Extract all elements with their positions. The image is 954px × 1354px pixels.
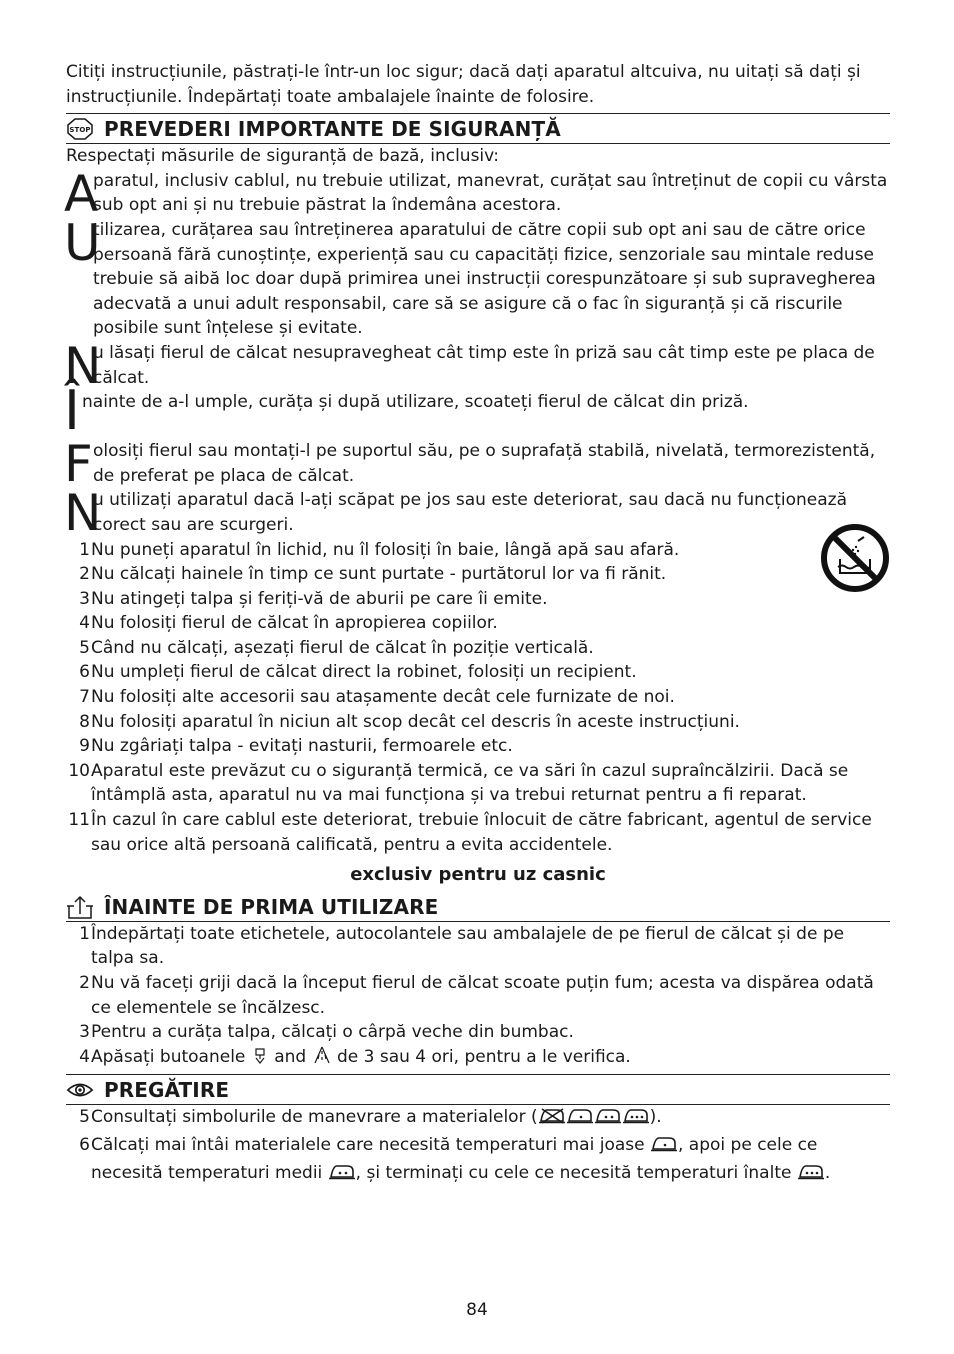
list-item: 10 Aparatul este prevăzut cu o siguranță termică, ce va sări în cazul supraîncălzirii. Dacă se întâmplă asta, aparatul nu va mai funcționa și va trebui returnat pentru a fi reparat. bbox=[68, 760, 849, 806]
safety-lead: Respectați măsurile de siguranță de bază, inclusiv: bbox=[66, 146, 500, 167]
drop-cap: A bbox=[64, 164, 99, 223]
stop-icon bbox=[66, 118, 94, 140]
eye-icon bbox=[66, 1080, 94, 1100]
steam-shot-button-icon bbox=[312, 1045, 332, 1073]
drop-cap: N bbox=[64, 336, 102, 395]
drop-paragraph: N u utilizați aparatul dacă l-ați scăpat pe jos sau este deteriorat, sau dacă nu funcționează corect sau are scurgeri. bbox=[64, 484, 848, 543]
prep-title: PREGĂTIRE bbox=[104, 1078, 230, 1103]
drop-paragraph: Î nainte de a-l umple, curăța și după utilizare, scoateți fierul de călcat din priză. bbox=[64, 379, 749, 443]
list-item: 2 Nu vă faceți griji dacă la început fierul de călcat scoate puțin fum; acesta va dispărea odată ce elementele se încălzesc. bbox=[79, 973, 874, 1018]
iron-one-dot-icon bbox=[566, 1107, 594, 1133]
list-item: 4 Apăsați butoanele and de 3 sau 4 ori, pentru a le verifica. bbox=[66, 1045, 890, 1073]
list-item: 4 Nu folosiți fierul de călcat în apropierea copiilor. bbox=[79, 613, 498, 634]
prep-list bbox=[66, 1105, 890, 1188]
safety-list bbox=[66, 538, 890, 858]
iron-crossed-icon bbox=[538, 1107, 566, 1133]
list-item: 3 Pentru a curăța talpa, călcați o cârpă veche din bumbac. bbox=[79, 1022, 574, 1043]
iron-three-dots-icon bbox=[622, 1107, 650, 1133]
drop-cap: U bbox=[64, 213, 101, 272]
first-use-heading bbox=[66, 892, 890, 922]
iron-two-dots-icon bbox=[594, 1107, 622, 1133]
spray-button-icon bbox=[251, 1047, 269, 1073]
drop-paragraph: N u lăsați fierul de călcat nesupravegheat cât timp este în priză sau cât timp este pe placa de călcat. bbox=[64, 336, 875, 395]
first-use-title: ÎNAINTE DE PRIMA UTILIZARE bbox=[104, 894, 439, 919]
drop-paragraph: U tilizarea, curățarea sau întreținerea aparatului de către copii sub opt ani sau de către orice persoană fără cunoștințe, experiență sau cu capacități fizice, senzoriale sau mintale reduse trebuie să aibă loc doar după primirea unei instrucții corespunzătoare și sub supravegherea adecvată a unui adult responsabil, care să se asigure că o fac în siguranță și că riscurile posibile sunt înțelese și evitate. bbox=[64, 213, 876, 339]
iron-one-dot-icon bbox=[650, 1135, 678, 1161]
household-note: exclusiv pentru uz casnic bbox=[350, 864, 606, 886]
safety-heading bbox=[66, 113, 890, 144]
list-item: 5 Când nu călcați, așezați fierul de călcat în poziție verticală. bbox=[79, 637, 594, 658]
list-item: 9 Nu zgâriați talpa - evitați nasturii, fermoarele etc. bbox=[79, 736, 513, 757]
no-bath-water-icon bbox=[820, 523, 890, 601]
list-item: 6 Nu umpleți fierul de călcat direct la robinet, folosiți un recipient. bbox=[79, 662, 637, 683]
iron-three-dots-icon bbox=[797, 1163, 825, 1189]
iron-two-dots-icon bbox=[328, 1163, 356, 1189]
list-item: 11 În cazul în care cablul este deteriorat, trebuie înlocuit de către fabricant, agentul de service sau orice altă persoană calificată, pentru a evita accidentele. bbox=[68, 810, 872, 855]
list-item: 7 Nu folosiți alte accesorii sau atașamente decât cele furnizate de noi. bbox=[79, 687, 675, 708]
drop-cap: F bbox=[64, 435, 93, 494]
drop-paragraph: A paratul, inclusiv cablul, nu trebuie utilizat, manevrat, curățat sau întreținut de copii cu vârsta sub opt ani și nu trebuie păstrat la îndemâna acestora. bbox=[64, 164, 888, 223]
drop-cap: Î bbox=[64, 379, 80, 443]
drop-paragraph: F olosiți fierul sau montați-l pe suportul său, pe o suprafață stabilă, nivelată, termorezistentă, de preferat pe placa de călcat. bbox=[64, 435, 876, 494]
first-use-list bbox=[66, 922, 890, 1073]
list-item: 3 Nu atingeți talpa și feriți-vă de aburii pe care îi emite. bbox=[79, 588, 548, 609]
list-item: 2 Nu călcați hainele în timp ce sunt purtate - purtătorul lor va fi rănit. bbox=[79, 564, 667, 585]
page-content bbox=[66, 60, 890, 1188]
list-item: 6 Călcați mai întâi materialele care necesită temperaturi mai joase , apoi pe cele ce necesită temperaturi medii , și terminați cu cele ce necesită temperaturi înalte . bbox=[66, 1133, 890, 1188]
list-item: 1 Nu puneți aparatul în lichid, nu îl folosiți în baie, lângă apă sau afară. bbox=[79, 539, 680, 560]
list-item: 8 Nu folosiți aparatul în niciun alt scop decât cel descris în aceste instrucțiuni. bbox=[79, 711, 740, 732]
drop-cap: N bbox=[64, 484, 102, 543]
list-item: 5 Consultați simbolurile de manevrare a materialelor ( ). bbox=[66, 1105, 890, 1133]
safety-title: PREVEDERI IMPORTANTE DE SIGURANȚĂ bbox=[104, 116, 561, 141]
intro-paragraph: Citiți instrucțiunile, păstrați-le într-un loc sigur; dacă dați aparatul altcuiva, nu uitați să dați și instrucțiunile. Îndepărtați toate ambalajele înainte de folosire. bbox=[66, 62, 861, 107]
page-number: 84 bbox=[466, 1300, 488, 1320]
list-item: 1 Îndepărtați toate etichetele, autocolantele sau ambalajele de pe fierul de călcat și de pe talpa sa. bbox=[79, 923, 845, 969]
unpack-box-icon bbox=[66, 894, 94, 920]
svg-text:STOP: STOP bbox=[69, 126, 91, 135]
prep-heading bbox=[66, 1074, 890, 1105]
